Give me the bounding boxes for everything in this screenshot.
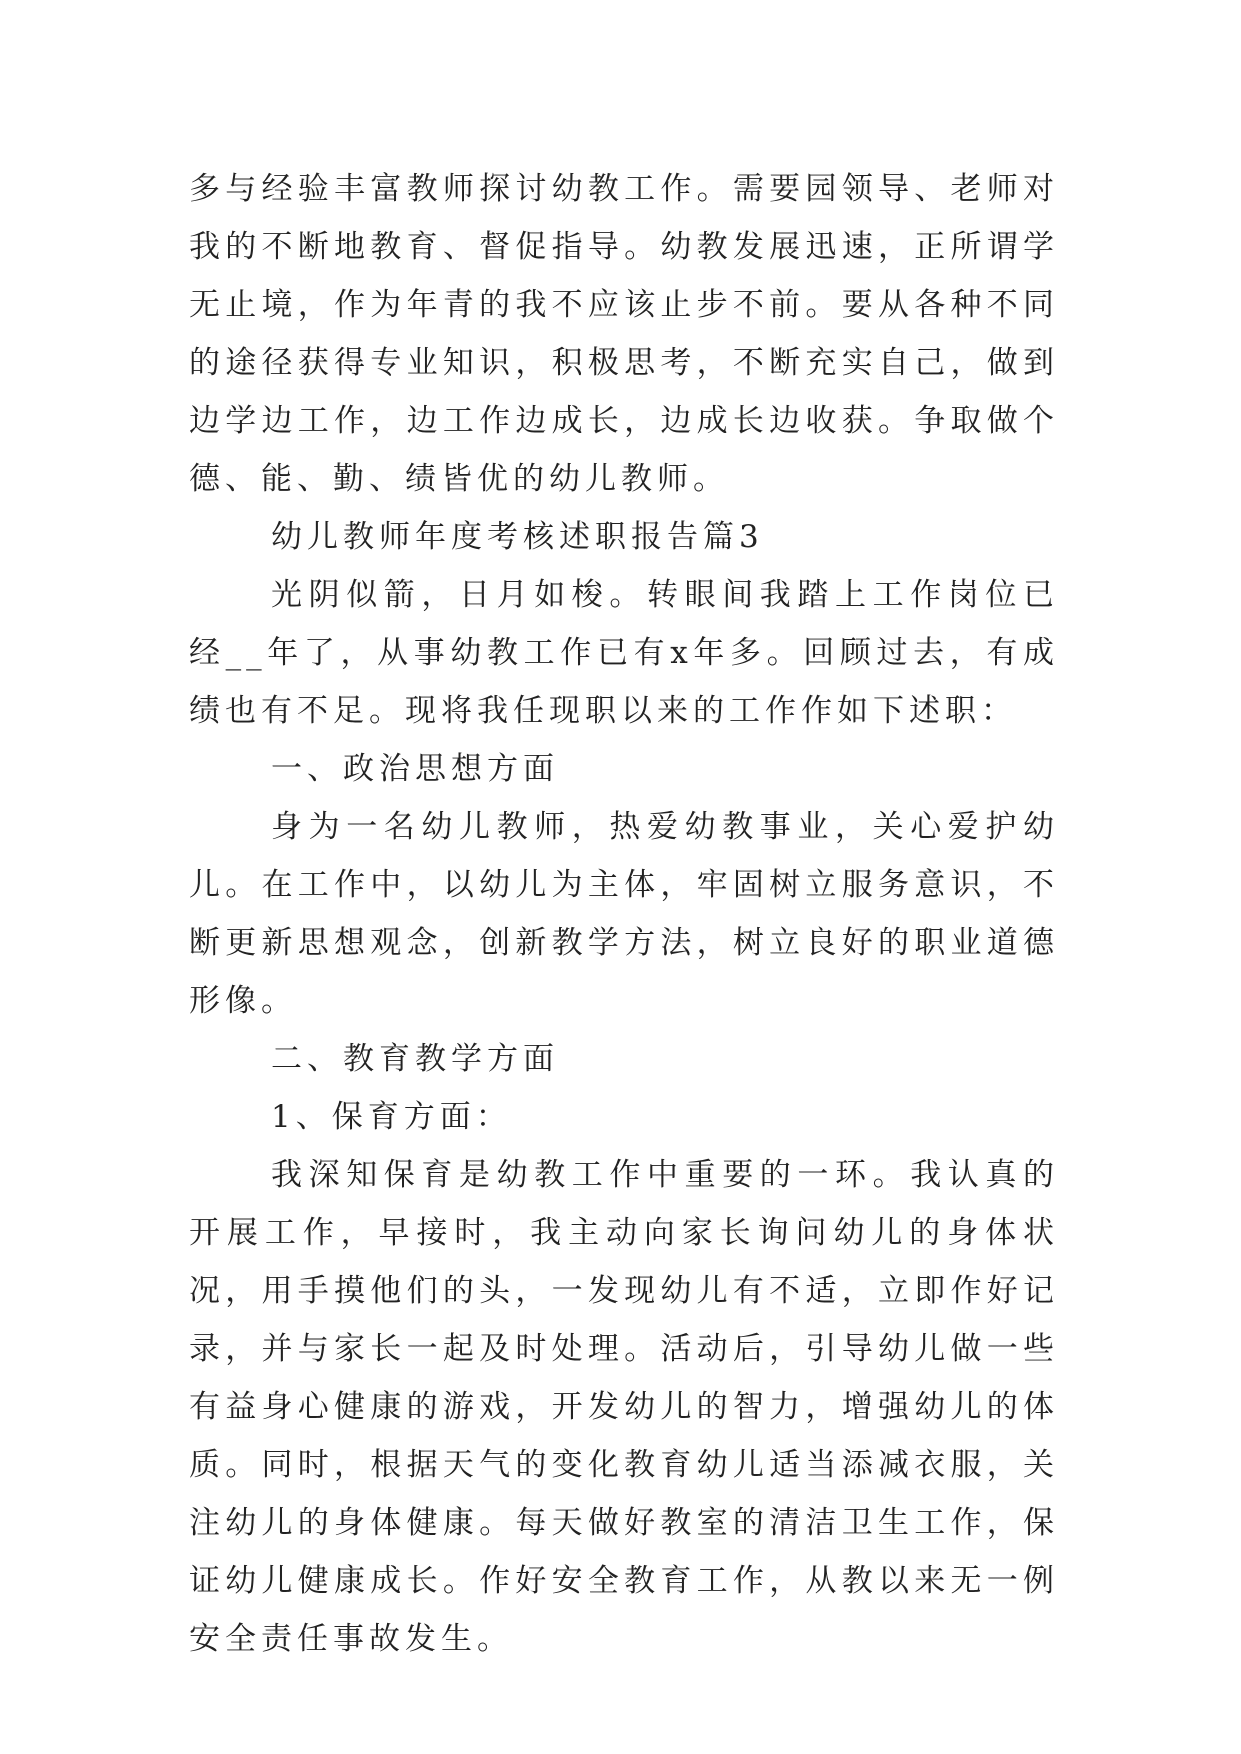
paragraph-intro: 光阴似箭，日月如梭。转眼间我踏上工作岗位已经__年了，从事幼教工作已有x年多。回顾过去，有成绩也有不足。现将我任现职以来的工作作如下述职： <box>189 577 1059 729</box>
paragraph-political-thought: 身为一名幼儿教师，热爱幼教事业，关心爱护幼儿。在工作中，以幼儿为主体，牢固树立服务意识，不断更新思想观念，创新教学方法，树立良好的职业道德形像。 <box>189 809 1059 1019</box>
paragraph-childcare: 我深知保育是幼教工作中重要的一环。我认真的开展工作，早接时，我主动向家长询问幼儿的身体状况，用手摸他们的头，一发现幼儿有不适，立即作好记录，并与家长一起及时处理。活动后，引导幼儿做一些有益身心健康的游戏，开发幼儿的智力，增强幼儿的体质。同时，根据天气的变化教育幼儿适当添减衣服，关注幼儿的身体健康。每天做好教室的清洁卫生工作，保证幼儿健康成长。作好安全教育工作，从教以来无一例安全责任事故发生。 <box>189 1157 1059 1657</box>
heading-political-thought: 一、政治思想方面 <box>271 751 559 787</box>
heading-education-teaching: 二、教育教学方面 <box>271 1041 559 1077</box>
subheading-childcare: 1、保育方面： <box>271 1099 512 1135</box>
paragraph-continuation: 多与经验丰富教师探讨幼教工作。需要园领导、老师对我的不断地教育、督促指导。幼教发展迅速，正所谓学无止境，作为年青的我不应该止步不前。要从各种不同的途径获得专业知识，积极思考，不断充实自己，做到边学边工作，边工作边成长，边成长边收获。争取做个德、能、勤、绩皆优的幼儿教师。 <box>189 171 1059 497</box>
section-heading-part-3: 幼儿教师年度考核述职报告篇3 <box>271 519 764 555</box>
document-body <box>189 160 1059 1668</box>
